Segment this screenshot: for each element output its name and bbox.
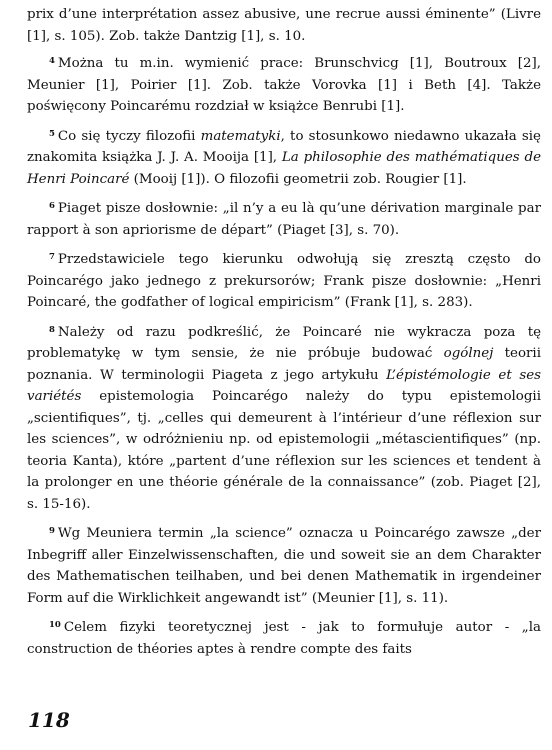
footnote-marker: 6 (49, 201, 55, 211)
footnote-9 (27, 523, 541, 609)
footnote-marker: 9 (49, 526, 55, 536)
footnote-text: Wg Meuniera termin „la science” oznacza u Poincarégo zawsze „der Inbegriff aller Einzelwissenschaften, die und soweit sie an dem Charakter des Mathematischen teilhaben, und bei denen Mathematik in irgendeiner Form auf die Wirklichkeit angewandt ist” (Meunier [1], s. 11). (27, 526, 541, 606)
footnote-marker: 4 (49, 56, 55, 66)
footnote-8 (27, 322, 541, 516)
footnote-marker: 8 (49, 324, 55, 335)
article-title: L’épistémologie et ses variétés (27, 367, 541, 404)
footnote-text-part: , to stosunkowo niedawno ukazała się znakomita książka J. J. A. Mooija [1], (27, 128, 541, 165)
footnote-text: Przedstawiciele tego kierunku odwołują się zresztą często do Poincarégo jako jednego z prekursorów; Frank pisze dosłownie: „Henri Poincaré, the godfather of logical empiricism” (Frank [1], s. 283). (27, 252, 541, 310)
footnotes-block (27, 4, 541, 660)
page-number: 118 (28, 708, 70, 732)
footnote-text-part: (Mooij [1]). O filozofii geometrii zob. Rougier [1]. (129, 171, 467, 187)
footnote-text: prix d’une interprétation assez abusive, une recrue aussi éminente” (Livre [1], s. 105). Zob. także Dantzig [1], s. 10. (27, 7, 541, 44)
footnote-marker: 10 (49, 620, 61, 630)
footnote-emphasis: ogólnej (443, 346, 494, 361)
footnote-marker: 5 (49, 128, 55, 139)
footnote-text: Celem fizyki teoretycznej jest - jak to formułuje autor - „la construction de théories aptes à rendre compte des faits (27, 620, 541, 657)
footnote-text-part: Należy od razu podkreślić, że Poincaré nie wykracza poza tę problematykę w tym sensie, że nie próbuje budować (27, 324, 541, 361)
footnote-text-part: teorii poznania. W terminologii Piageta z jego artykułu (27, 346, 541, 383)
footnote-continuation (27, 4, 541, 47)
book-title: La philosophie des mathématiques de Henri Poincaré (27, 150, 541, 187)
footnote-text: Piaget pisze dosłownie: „il n’y a eu là qu’une dérivation marginale par rapport à son apriorisme de départ” (Piaget [3], s. 70). (27, 201, 541, 238)
footnote-emphasis: matematyki (200, 128, 281, 144)
footnote-4 (27, 53, 541, 118)
footnote-7 (27, 249, 541, 314)
footnote-10 (27, 617, 541, 660)
footnote-marker: 7 (49, 252, 55, 262)
footnote-6 (27, 198, 541, 241)
footnote-text-part: Co się tyczy filozofii (57, 128, 201, 144)
footnote-text: Można tu m.in. wymienić prace: Brunschvicg [1], Boutroux [2], Meunier [1], Poirier [1]. Zob. także Vorovka [1] i Beth [4]. Także poświęcony Poincarému rozdział w książce Benrubi [1]. (27, 56, 541, 114)
footnote-5 (27, 126, 541, 191)
footnote-text-part: epistemologia Poincarégo należy do typu epistemologii „scientifiques”, tj. „celles qui demeurent à l’intérieur d’une réflexion sur les sciences”, w odróżnieniu np. od epistemologii „métascientifiques” (np. teoria Kanta), które „partent d’une réflexion sur les sciences et tendent à la prolonger en une théorie générale de la connaissance” (zob. Piaget [2], s. 15-16). (27, 389, 541, 512)
